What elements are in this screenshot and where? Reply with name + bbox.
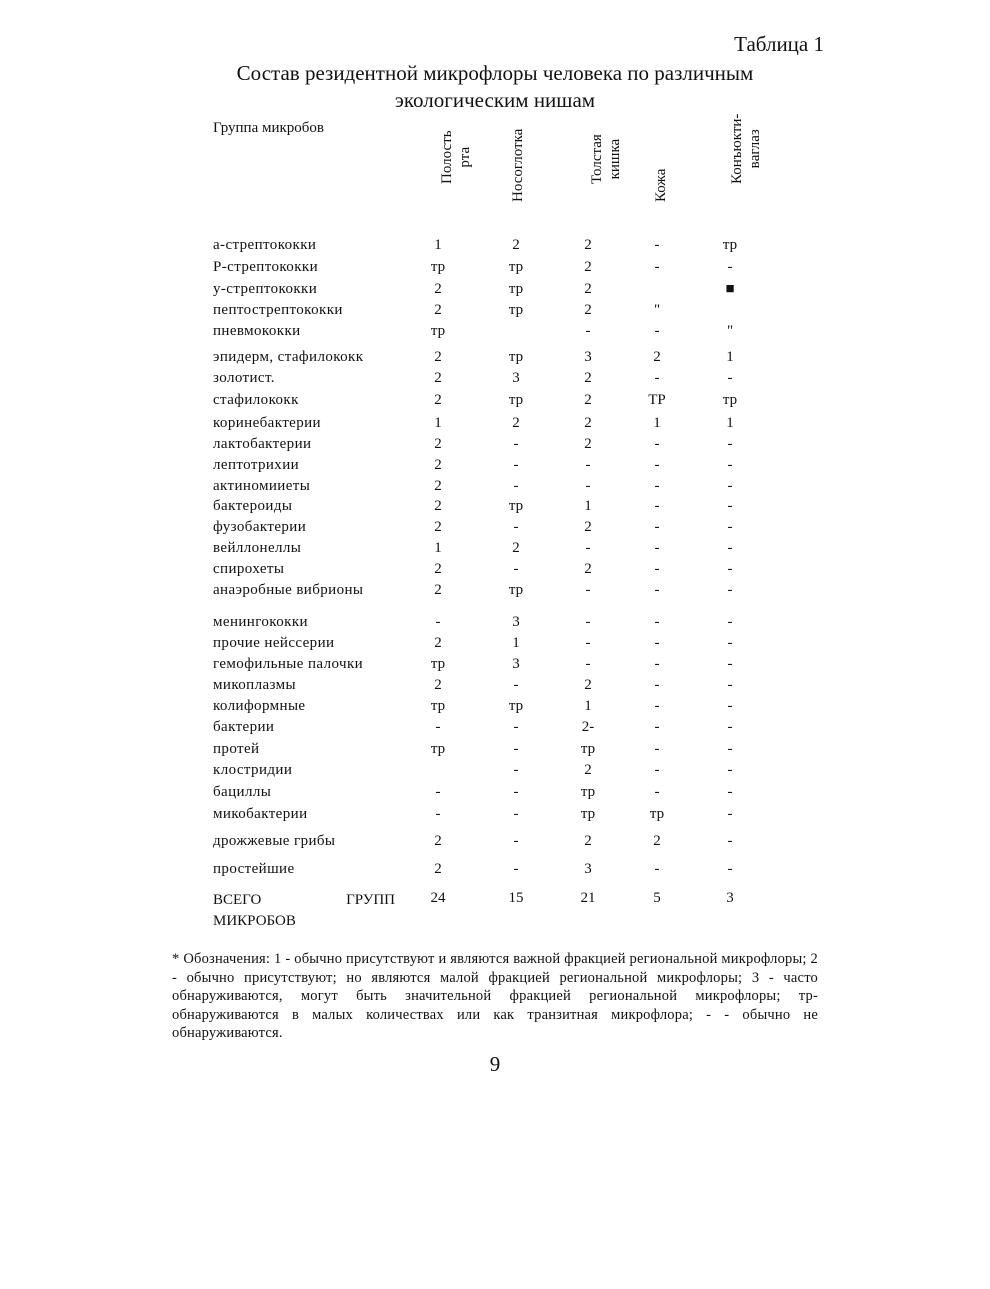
table-cell: 2 (434, 281, 442, 297)
table-cell: - (654, 762, 660, 778)
table-cell: - (513, 478, 519, 494)
total-cell: 3 (726, 890, 734, 906)
table-cell: - (654, 457, 660, 473)
microbe-group-name: лептотрихии (213, 457, 300, 473)
table-cell: 2 (584, 677, 592, 693)
table-cell: - (654, 370, 660, 386)
table-cell: - (513, 784, 519, 800)
table-cell: - (654, 698, 660, 714)
table-cell: тр (508, 259, 524, 275)
table-cell: 2 (434, 349, 442, 365)
table-cell: тр (508, 281, 524, 297)
table-cell: - (654, 614, 660, 630)
table-cell: 3 (512, 614, 520, 630)
table-cell: - (654, 519, 660, 535)
table-cell: 2 (584, 436, 592, 452)
table-cell: тр (430, 656, 446, 672)
table-cell: 2 (434, 582, 442, 598)
table-cell: тр (580, 784, 596, 800)
table-cell: - (727, 741, 733, 757)
table-row (0, 415, 990, 435)
microbe-group-name: бактероиды (213, 498, 293, 514)
table-cell: - (654, 561, 660, 577)
table-cell: - (654, 741, 660, 757)
table-row (0, 436, 990, 456)
table-cell: тр (580, 741, 596, 757)
table-cell: тр (580, 806, 596, 822)
table-row (0, 833, 990, 853)
table-row (0, 302, 990, 322)
table-cell: - (513, 806, 519, 822)
table-cell: 2 (584, 833, 592, 849)
table-cell: - (435, 719, 441, 735)
table-cell: 2 (434, 436, 442, 452)
table-cell: ТР (648, 392, 666, 408)
table-cell: - (727, 861, 733, 877)
table-cell: 1 (584, 498, 592, 514)
table-cell: " (653, 302, 661, 318)
table-cell: тр (722, 237, 738, 253)
table-cell: - (585, 614, 591, 630)
microbe-group-name: эпидерм, стафилококк (213, 349, 364, 365)
table-cell: 2 (584, 415, 592, 431)
table-cell: 2 (653, 833, 661, 849)
microbe-group-name: простейшие (213, 861, 295, 877)
table-row (0, 478, 990, 498)
total-cell: 15 (508, 890, 524, 906)
table-cell: - (654, 861, 660, 877)
table-cell: 2 (584, 259, 592, 275)
table-cell: - (585, 635, 591, 651)
table-cell: 2 (584, 302, 592, 318)
table-cell: 3 (584, 349, 592, 365)
microbe-group-name: прочие нейссерии (213, 635, 335, 651)
table-title (0, 60, 990, 114)
microbe-group-name: актиномииеты (213, 478, 311, 494)
table-row (0, 614, 990, 634)
table-cell: тр (508, 392, 524, 408)
table-cell: 2 (512, 540, 520, 556)
table-row (0, 392, 990, 412)
table-cell: - (654, 323, 660, 339)
table-cell: 1 (726, 349, 734, 365)
table-cell: 2 (584, 370, 592, 386)
table-cell: тр (508, 498, 524, 514)
table-row (0, 498, 990, 518)
table-cell: 2 (434, 302, 442, 318)
table-cell: - (727, 656, 733, 672)
table-cell: 2 (434, 833, 442, 849)
table-cell: - (654, 498, 660, 514)
table-cell: тр (508, 302, 524, 318)
table-row (0, 540, 990, 560)
table-row (0, 281, 990, 301)
table-cell: - (513, 719, 519, 735)
table-cell: " (726, 323, 734, 339)
table-row (0, 719, 990, 739)
table-cell: 1 (726, 415, 734, 431)
table-cell: - (513, 457, 519, 473)
table-cell: 1 (653, 415, 661, 431)
microbe-group-name: лактобактерии (213, 436, 312, 452)
table-cell: 2 (512, 415, 520, 431)
table-cell: - (654, 478, 660, 494)
page-number: 9 (489, 1052, 501, 1076)
table-row (0, 861, 990, 881)
table-row (0, 561, 990, 581)
table-cell: 2 (434, 677, 442, 693)
table-cell: - (654, 677, 660, 693)
legend-footnote: * Обозначения: 1 - обычно присутствуют и являются важной фракцией региональной микрофлоры; 2 - обычно присутствуют; но являются малой фракцией региональной микрофлоры; 3 - часто обнаруживаются, могут быть значительной фракцией региональной микрофлоры; тр- обнаруживаются в малых количествах или как транзитная микрофлора; - - обычно не обнаруживаются. (172, 951, 818, 1042)
table-cell: - (654, 436, 660, 452)
table-cell: - (654, 237, 660, 253)
table-cell: 2 (434, 457, 442, 473)
table-cell: ■ (725, 281, 735, 297)
table-row (0, 259, 990, 279)
table-cell: 2 (584, 561, 592, 577)
microbe-group-name: микобактерии (213, 806, 308, 822)
title-line-1: Состав резидентной микрофлоры человека по различным (236, 61, 754, 85)
table-cell: - (513, 677, 519, 693)
table-cell: 2 (584, 519, 592, 535)
microbe-group-name: Р-стрептококки (213, 259, 319, 275)
table-cell: - (727, 259, 733, 275)
microbe-group-name: гемофильные палочки (213, 656, 364, 672)
table-cell: 3 (512, 656, 520, 672)
table-cell: 2 (584, 237, 592, 253)
table-row (0, 457, 990, 477)
table-cell: тр (722, 392, 738, 408)
table-cell: 2 (434, 635, 442, 651)
table-cell: 3 (512, 370, 520, 386)
table-row (0, 237, 990, 257)
table-row (0, 784, 990, 804)
microbe-group-name: клостридии (213, 762, 293, 778)
table-cell: - (727, 614, 733, 630)
table-cell: - (585, 540, 591, 556)
table-cell: - (727, 833, 733, 849)
column-header-nasopharynx: Носоглотка (510, 128, 526, 202)
column-header-mouth: Полость рта (439, 130, 473, 184)
table-row (0, 349, 990, 369)
table-cell: - (727, 561, 733, 577)
table-cell: - (727, 540, 733, 556)
microbe-group-name: а-стрептококки (213, 237, 317, 253)
table-cell: 2 (434, 519, 442, 535)
table-row (0, 762, 990, 782)
table-cell: 2 (584, 281, 592, 297)
microbe-group-name: колиформные (213, 698, 306, 714)
table-cell: - (513, 519, 519, 535)
title-line-2: экологическим нишам (394, 88, 596, 112)
microbe-group-name: бактерии (213, 719, 275, 735)
table-cell: 2 (434, 392, 442, 408)
microbe-group-name: у-стрептококки (213, 281, 318, 297)
table-cell: - (513, 561, 519, 577)
microbe-group-name: стафилококк (213, 392, 299, 408)
table-cell: тр (430, 323, 446, 339)
table-label: Таблица 1 (734, 32, 824, 56)
table-cell: тр (508, 349, 524, 365)
table-cell: тр (508, 582, 524, 598)
table-cell: - (435, 784, 441, 800)
table-row (0, 656, 990, 676)
table-cell: - (727, 762, 733, 778)
table-cell: - (727, 635, 733, 651)
table-row (0, 635, 990, 655)
table-cell: - (654, 540, 660, 556)
group-column-header: Группа микробов (213, 120, 325, 136)
column-header-conjunctiva: Конъюкти- вaглаз (729, 113, 763, 184)
table-cell: - (585, 478, 591, 494)
microbe-group-name: золотист. (213, 370, 275, 386)
table-cell: тр (430, 741, 446, 757)
table-row (0, 519, 990, 539)
table-row (0, 741, 990, 761)
table-cell: 1 (434, 237, 442, 253)
microbe-group-name: фузобактерии (213, 519, 307, 535)
table-cell: - (654, 635, 660, 651)
table-cell: - (513, 861, 519, 877)
table-cell: 2 (584, 762, 592, 778)
table-cell: - (585, 457, 591, 473)
table-cell: 2 (434, 370, 442, 386)
table-cell: - (654, 656, 660, 672)
table-row (0, 677, 990, 697)
table-cell: - (727, 457, 733, 473)
table-cell: - (727, 498, 733, 514)
table-cell: - (727, 719, 733, 735)
table-cell: тр (649, 806, 665, 822)
table-cell: - (727, 784, 733, 800)
table-row (0, 582, 990, 602)
table-cell: 1 (512, 635, 520, 651)
column-header-skin: Кожа (653, 168, 669, 202)
table-cell: 2 (512, 237, 520, 253)
table-cell: - (727, 806, 733, 822)
microbe-group-name: протей (213, 741, 260, 757)
table-cell: 2- (581, 719, 595, 735)
microbe-group-name: вейллонеллы (213, 540, 302, 556)
table-cell: - (654, 259, 660, 275)
table-cell: 1 (584, 698, 592, 714)
table-row (0, 806, 990, 826)
microbe-group-name: дрожжевые грибы (213, 833, 336, 849)
table-cell: - (435, 614, 441, 630)
table-row (0, 323, 990, 343)
table-cell: - (727, 582, 733, 598)
table-cell: 2 (434, 498, 442, 514)
microbe-group-name: анаэробные вибрионы (213, 582, 364, 598)
table-cell: 2 (434, 861, 442, 877)
table-cell: - (435, 806, 441, 822)
table-cell: - (585, 582, 591, 598)
table-cell: 3 (584, 861, 592, 877)
table-cell: - (513, 833, 519, 849)
microbe-group-name: бациллы (213, 784, 272, 800)
table-cell: - (654, 582, 660, 598)
microbe-group-name: микоплазмы (213, 677, 296, 693)
table-cell: - (727, 677, 733, 693)
table-cell: 2 (434, 561, 442, 577)
table-cell: - (727, 436, 733, 452)
table-cell: 2 (434, 478, 442, 494)
table-cell: - (727, 370, 733, 386)
table-cell: тр (508, 698, 524, 714)
table-row (0, 370, 990, 390)
total-cell: 5 (653, 890, 661, 906)
table-cell: - (727, 478, 733, 494)
table-cell: тр (430, 259, 446, 275)
total-row-label: ВСЕГО ГРУПП МИКРОБОВ (213, 892, 395, 929)
table-cell: - (585, 656, 591, 672)
table-cell: - (654, 719, 660, 735)
table-cell: - (513, 741, 519, 757)
table-cell: 1 (434, 540, 442, 556)
table-cell: - (727, 519, 733, 535)
microbe-group-name: пептострептококки (213, 302, 343, 318)
table-cell: - (727, 698, 733, 714)
microbe-group-name: спирохеты (213, 561, 285, 577)
microbe-group-name: коринебактерии (213, 415, 321, 431)
table-cell: 2 (653, 349, 661, 365)
microbe-group-name: пневмококки (213, 323, 301, 339)
table-cell: - (585, 323, 591, 339)
table-cell: - (513, 762, 519, 778)
table-row (0, 698, 990, 718)
table-cell: 2 (584, 392, 592, 408)
column-header-colon: Толстая кишка (589, 134, 623, 184)
table-cell: - (513, 436, 519, 452)
table-cell: тр (430, 698, 446, 714)
total-cell: 21 (580, 890, 596, 906)
microbe-group-name: менингококки (213, 614, 308, 630)
total-cell: 24 (430, 890, 446, 906)
table-cell: 1 (434, 415, 442, 431)
table-cell: - (654, 784, 660, 800)
